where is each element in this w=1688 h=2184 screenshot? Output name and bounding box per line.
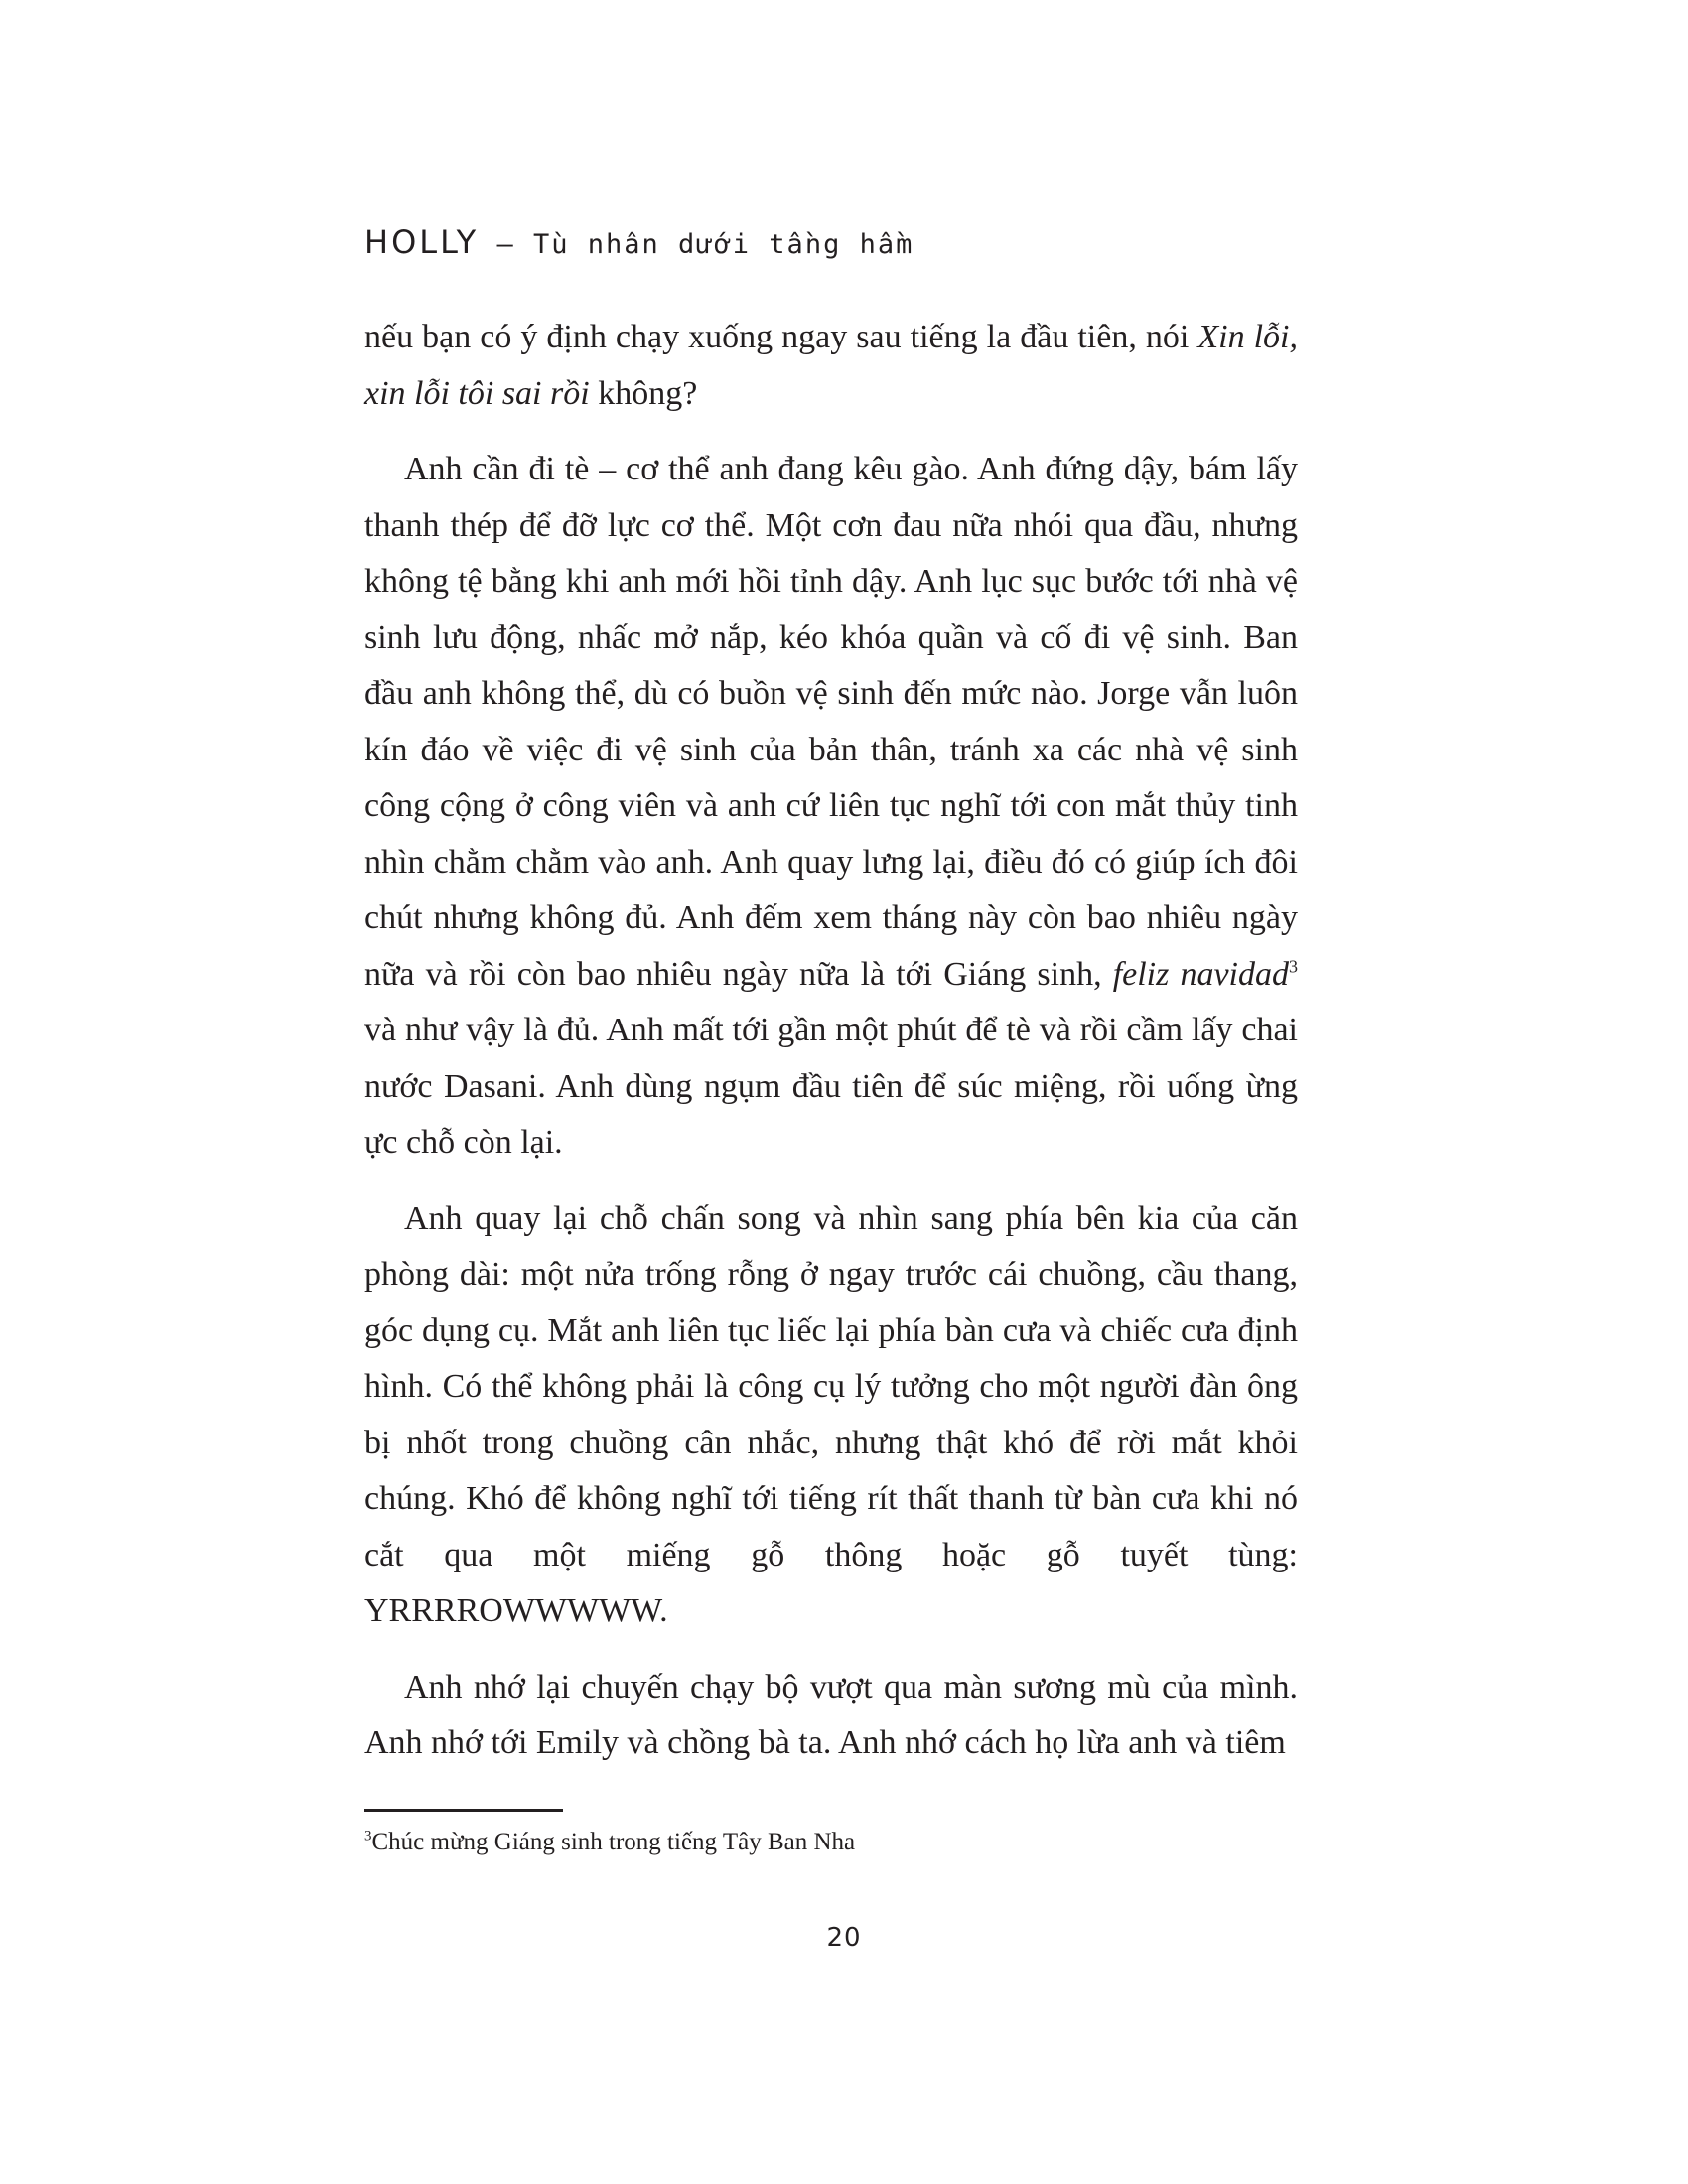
main-text <box>364 310 1298 1792</box>
footnote-reference: 3 <box>1289 956 1298 977</box>
paragraph-2-text-a: Anh cần đi tè – cơ thể anh đang kêu gào. Anh đứng dậy, bám lấy thanh thép để đỡ lực cơ thể. Một cơn đau nữa nhói qua đầu, nhưng không tệ bằng khi anh mới hồi tỉnh dậy. Anh lục sục bước tới nhà vệ sinh lưu động, nhấc mở nắp, kéo khóa quần và cố đi vệ sinh. Ban đầu anh không thể, dù có buồn vệ sinh đến mức nào. Jorge vẫn luôn kín đáo về việc đi vệ sinh của bản thân, tránh xa các nhà vệ sinh công cộng ở công viên và anh cứ liên tục nghĩ tới con mắt thủy tinh nhìn chằm chằm vào anh. Anh quay lưng lại, điều đó có giúp ích đôi chút nhưng không đủ. Anh đếm xem tháng này còn bao nhiêu ngày nữa và rồi còn bao nhiêu ngày nữa là tới Giáng sinh, <box>364 451 1298 993</box>
paragraph-3: Anh quay lại chỗ chấn song và nhìn sang phía bên kia của căn phòng dài: một nửa trống rỗng ở ngay trước cái chuồng, cầu thang, góc dụng cụ. Mắt anh liên tục liếc lại phía bàn cưa và chiếc cưa định hình. Có thể không phải là công cụ lý tưởng cho một người đàn ông bị nhốt trong chuồng cân nhắc, nhưng thật khó để rời mắt khỏi chúng. Khó để không nghĩ tới tiếng rít thất thanh từ bàn cưa khi nó cắt qua một miếng gỗ thông hoặc gỗ tuyết tùng: YRRRROWWWWW. <box>364 1199 1298 1629</box>
footnote-text: Chúc mừng Giáng sinh trong tiếng Tây Ban Nha <box>371 1829 856 1855</box>
book-title: HOLLY <box>364 223 480 261</box>
paragraph-2-italic: feliz navidad <box>1112 955 1289 993</box>
paragraph-1-text-b: không? <box>589 374 698 412</box>
paragraph-4: Anh nhớ lại chuyến chạy bộ vượt qua màn sương mù của mình. Anh nhớ tới Emily và chồng bà ta. Anh nhớ cách họ lừa anh và tiêm <box>364 1668 1298 1761</box>
footnote-number: 3 <box>364 1828 372 1844</box>
book-subtitle: Tù nhân dưới tầng hầm <box>532 229 914 260</box>
paragraph-2 <box>364 442 1298 1171</box>
page-number: 20 <box>826 1923 862 1953</box>
paragraph-1 <box>364 310 1298 422</box>
footnote <box>364 1829 855 1856</box>
paragraph-2-text-b: và như vậy là đủ. Anh mất tới gần một phút để tè và rồi cầm lấy chai nước Dasani. Anh dùng ngụm đầu tiên để súc miệng, rồi uống ừng ực chỗ còn lại. <box>364 1012 1298 1160</box>
paragraph-1-italic: Xin lỗi, xin lỗi tôi sai rồi <box>364 319 1299 412</box>
running-head <box>364 223 914 261</box>
header-separator: – <box>479 229 533 260</box>
footnote-divider <box>364 1809 563 1812</box>
paragraph-1-text-a: nếu bạn có ý định chạy xuống ngay sau tiếng la đầu tiên, nói <box>364 319 1198 355</box>
